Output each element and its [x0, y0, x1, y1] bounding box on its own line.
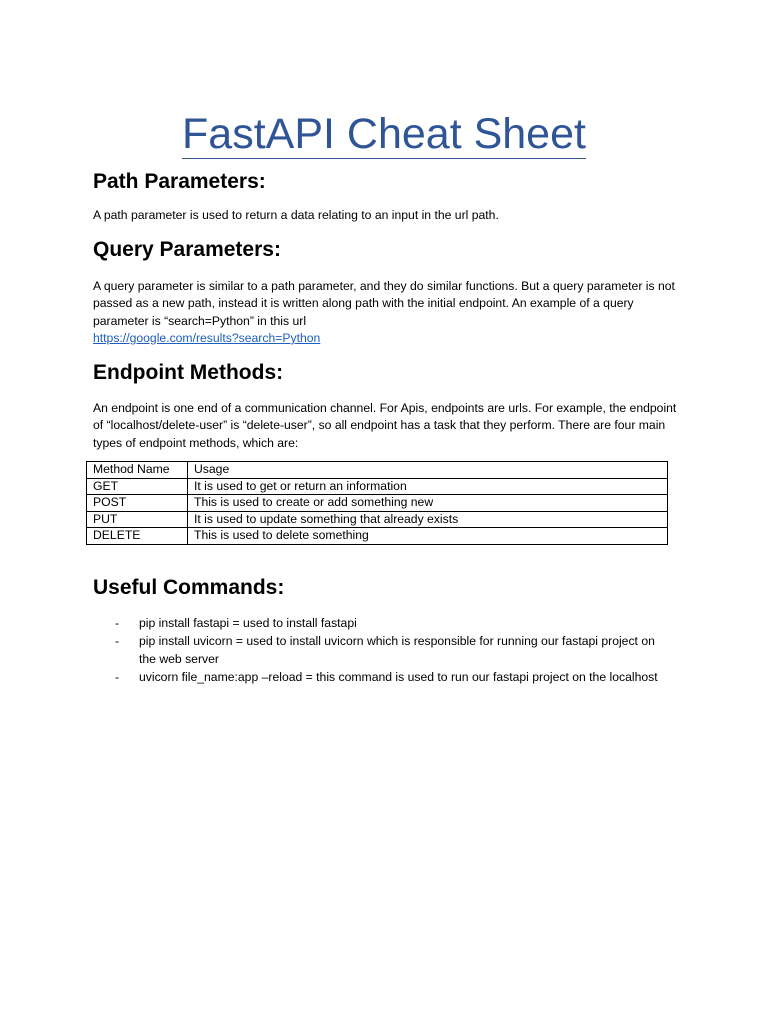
table-header-cell: Usage — [188, 462, 668, 479]
list-item — [93, 614, 663, 632]
example-url-link[interactable]: https://google.com/results?search=Python — [93, 330, 321, 345]
table-cell-usage: This is used to create or add something new — [188, 495, 668, 512]
page-title — [0, 108, 768, 160]
path-parameters-heading: Path Parameters: — [93, 170, 266, 193]
list-item-text: uvicorn file_name:app –reload = this command is used to run our fastapi project on the localhost — [139, 670, 658, 684]
list-item-text: pip install fastapi = used to install fastapi — [139, 616, 357, 630]
list-item — [93, 668, 663, 686]
query-parameters-heading: Query Parameters: — [93, 238, 281, 261]
page-title-text: FastAPI Cheat Sheet — [182, 110, 586, 158]
commands-list — [93, 614, 663, 686]
list-bullet: - — [115, 616, 120, 630]
table-row — [87, 478, 668, 495]
useful-commands-heading: Useful Commands: — [93, 576, 285, 599]
query-parameters-text — [93, 278, 678, 347]
list-item-text: pip install uvicorn = used to install uvicorn which is responsible for running our fastapi project on the web server — [139, 634, 655, 666]
endpoint-methods-heading: Endpoint Methods: — [93, 361, 284, 384]
query-parameters-body: A query parameter is similar to a path parameter, and they do similar functions. But a query parameter is not passed as a new path, instead it is written along path with the initial endpoint. An example of a query parameter is “search=Python” in this url — [93, 279, 675, 328]
table-cell-usage: This is used to delete something — [188, 528, 668, 545]
list-bullet: - — [115, 634, 120, 648]
table-header-cell: Method Name — [87, 462, 188, 479]
table-header-row — [87, 462, 668, 479]
list-bullet: - — [115, 670, 120, 684]
table-cell-method: DELETE — [87, 528, 188, 545]
table-cell-method: POST — [87, 495, 188, 512]
table-cell-method: GET — [87, 478, 188, 495]
path-parameters-text: A path parameter is used to return a data relating to an input in the url path. — [93, 208, 499, 222]
table-cell-usage: It is used to update something that already exists — [188, 511, 668, 528]
endpoint-methods-table — [86, 461, 668, 545]
table-row — [87, 511, 668, 528]
table-row — [87, 495, 668, 512]
table-cell-method: PUT — [87, 511, 188, 528]
table-cell-usage: It is used to get or return an information — [188, 478, 668, 495]
table-row — [87, 528, 668, 545]
endpoint-methods-text: An endpoint is one end of a communication channel. For Apis, endpoints are urls. For example, the endpoint of “localhost/delete-user” is “delete-user”, so all endpoint has a task that they perform. There are four main types of endpoint methods, which are: — [93, 401, 677, 450]
list-item — [93, 632, 663, 668]
